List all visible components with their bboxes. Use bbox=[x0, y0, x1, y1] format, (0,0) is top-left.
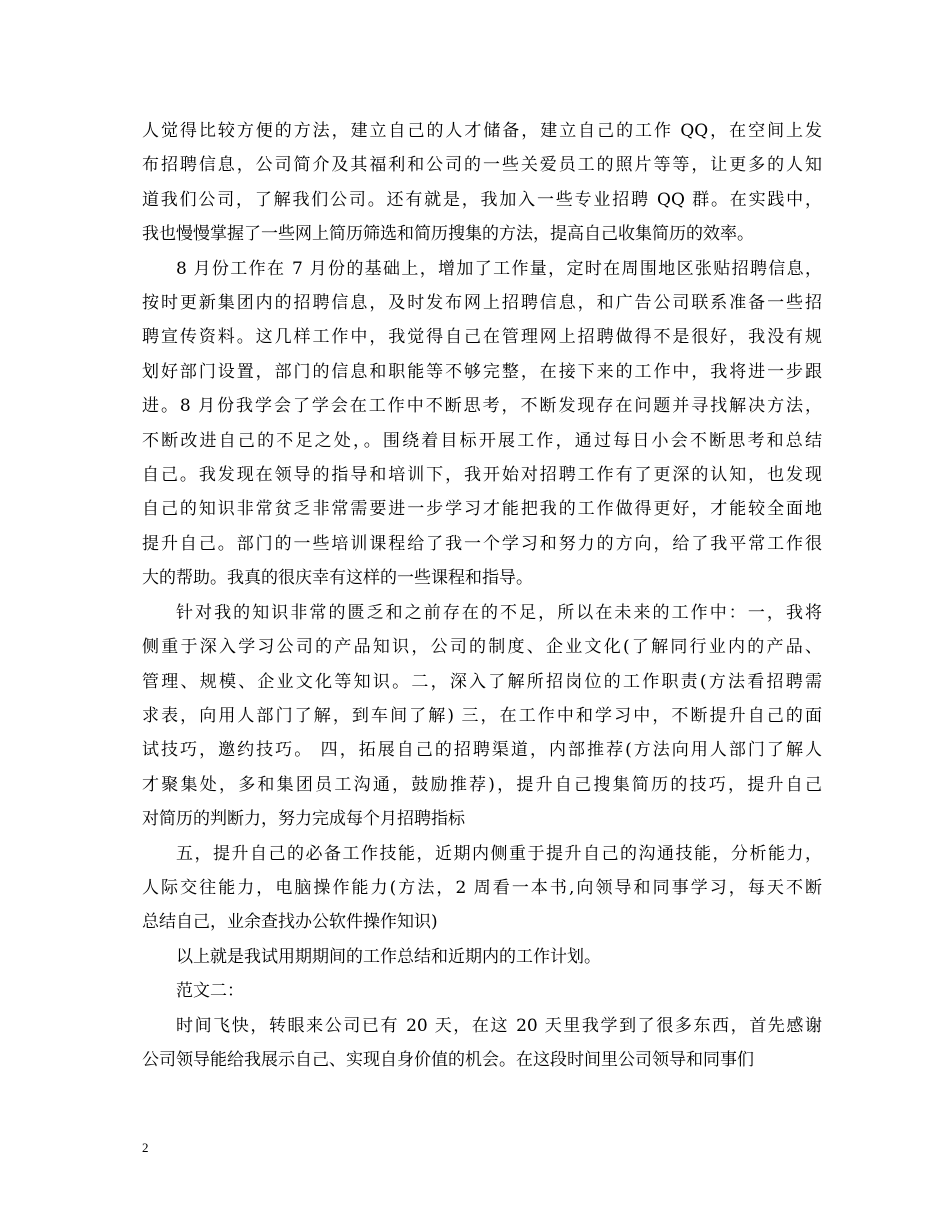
paragraph bbox=[142, 940, 822, 974]
text-line: 人际交往能力，电脑操作能力(方法，2 周看一本书,向领导和同事学习，每天不断 bbox=[142, 877, 822, 898]
text-line: 人觉得比较方便的方法，建立自己的人才储备，建立自己的工作 QQ，在空间上发 bbox=[142, 121, 822, 141]
text-line: 总结自己，业余查找办公软件操作知识) bbox=[142, 912, 438, 933]
paragraph bbox=[142, 596, 822, 837]
text-line: 时间飞快，转眼来公司已有 20 天，在这 20 天里我学到了很多东西，首先感谢 bbox=[176, 1015, 822, 1036]
text-line: 管理、规模、企业文化等知识。二，深入了解所招岗位的工作职责(方法看招聘需 bbox=[142, 671, 822, 692]
text-line: 按时更新集团内的招聘信息，及时发布网上招聘信息，和广告公司联系准备一些招 bbox=[142, 293, 822, 314]
text-line: 划好部门设置，部门的信息和职能等不够完整，在接下来的工作中，我将进一步跟 bbox=[142, 361, 822, 382]
text-line: 侧重于深入学习公司的产品知识，公司的制度、企业文化(了解同行业内的产品、 bbox=[142, 637, 822, 658]
paragraph bbox=[142, 1009, 822, 1078]
text-line: 对简历的判断力，努力完成每个月招聘指标 bbox=[142, 809, 465, 830]
text-line: 才聚集处，多和集团员工沟通，鼓励推荐)，提升自己搜集简历的技巧，提升自己 bbox=[142, 774, 822, 795]
text-line: 自己的知识非常贫乏非常需要进一步学习才能把我的工作做得更好，才能较全面地 bbox=[142, 499, 822, 520]
text-line: 针对我的知识非常的匮乏和之前存在的不足，所以在未来的工作中：一，我将 bbox=[176, 602, 822, 623]
text-line: 进。8 月份我学会了学会在工作中不断思考，不断发现存在问题并寻找解决方法， bbox=[142, 396, 822, 417]
text-line: 我也慢慢掌握了一些网上简历筛选和简历搜集的方法，提高自己收集简历的效率。 bbox=[142, 224, 754, 245]
paragraph bbox=[142, 252, 822, 596]
text-line: 大的帮助。我真的很庆幸有这样的一些课程和指导。 bbox=[142, 568, 533, 589]
paragraph bbox=[142, 114, 822, 252]
text-line: 求表，向用人部门了解，到车间了解) 三，在工作中和学习中，不断提升自己的面 bbox=[142, 705, 822, 726]
text-line: 自己。我发现在领导的指导和培训下，我开始对招聘工作有了更深的认知，也发现 bbox=[142, 465, 822, 486]
text-line: 五，提升自己的必备工作技能，近期内侧重于提升自己的沟通技能，分析能力， bbox=[176, 843, 822, 864]
text-line: 不断改进自己的不足之处，。围绕着目标开展工作，通过每日小会不断思考和总结 bbox=[142, 430, 822, 451]
text-line: 提升自己。部门的一些培训课程给了我一个学习和努力的方向，给了我平常工作很 bbox=[142, 533, 822, 554]
paragraph bbox=[142, 837, 822, 940]
text-line: 聘宣传资料。这几样工作中，我觉得自己在管理网上招聘做得不是很好，我没有规 bbox=[142, 327, 822, 348]
text-line: 道我们公司，了解我们公司。还有就是，我加入一些专业招聘 QQ 群。在实践中， bbox=[142, 189, 822, 210]
text-line: 试技巧，邀约技巧。 四，拓展自己的招聘渠道，内部推荐(方法向用人部门了解人 bbox=[142, 740, 822, 761]
paragraph bbox=[142, 974, 822, 1008]
page-number: 2 bbox=[142, 1140, 149, 1155]
text-line: 范文二： bbox=[176, 981, 244, 1002]
text-line: 8 月份工作在 7 月份的基础上，增加了工作量，定时在周围地区张贴招聘信息， bbox=[176, 258, 822, 279]
text-line: 公司领导能给我展示自己、实现自身价值的机会。在这段时间里公司领导和同事们 bbox=[142, 1049, 754, 1070]
text-line: 以上就是我试用期期间的工作总结和近期内的工作计划。 bbox=[176, 946, 601, 967]
document-body bbox=[142, 114, 822, 1077]
text-line: 布招聘信息，公司简介及其福利和公司的一些关爱员工的照片等等，让更多的人知 bbox=[142, 155, 822, 176]
